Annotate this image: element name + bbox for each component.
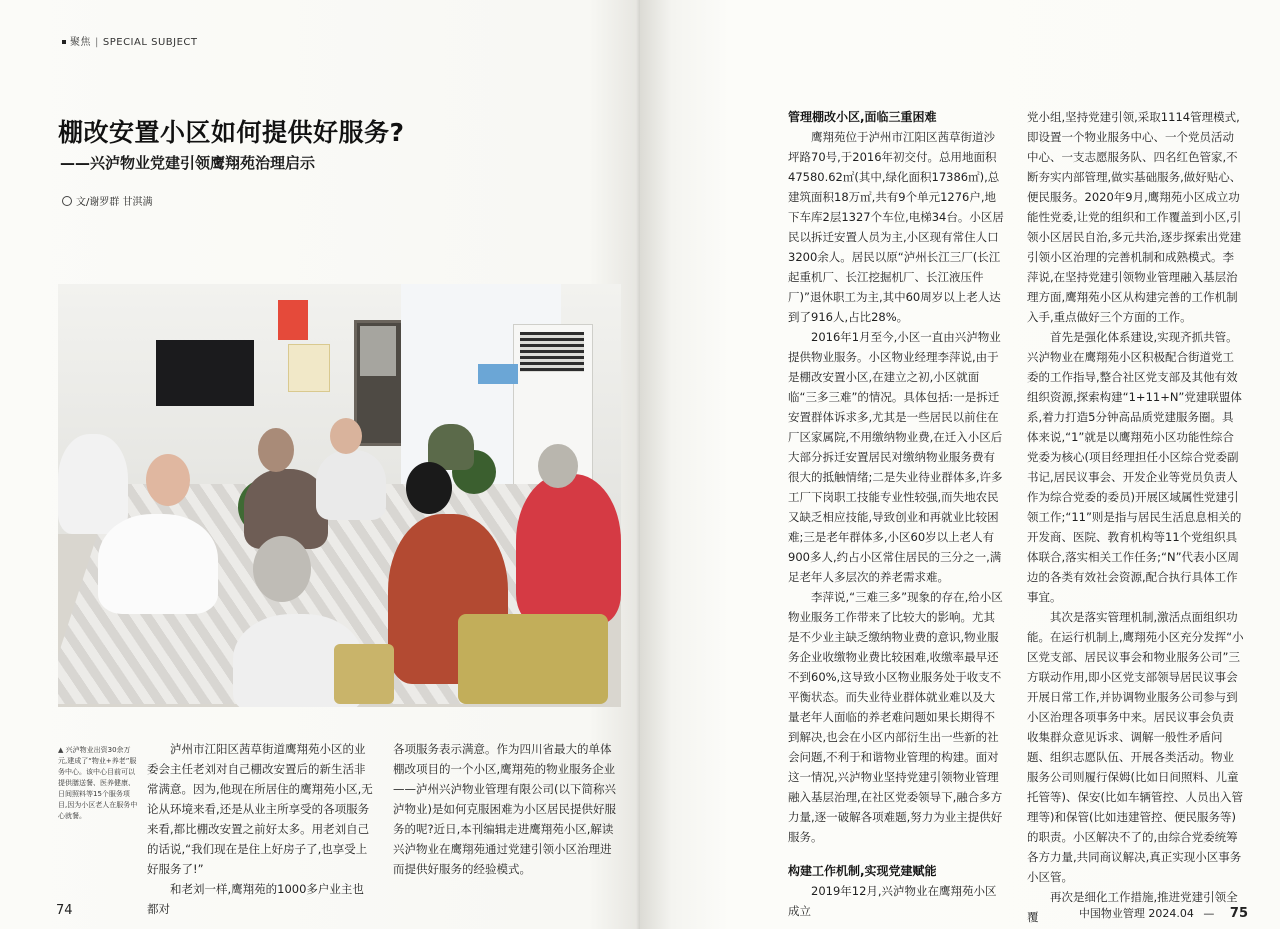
photo-diner-bald	[316, 450, 386, 520]
caption-triangle-icon: ▲	[58, 746, 64, 754]
section-heading: 管理棚改小区,面临三重困难	[788, 110, 937, 124]
photo-diner-white-shirt-head	[146, 454, 190, 506]
photo-notice-board	[288, 344, 330, 392]
paragraph: 2019年12月,兴泸物业在鹰翔苑小区成立	[788, 884, 997, 918]
photo-diner-floral	[516, 474, 621, 624]
photo-caption	[58, 745, 138, 822]
page-number-left: 74	[56, 903, 73, 918]
paragraph: 各项服务表示满意。作为四川省最大的单体棚改项目的一个小区,鹰翔苑的物业服务企业——泸州兴泸物业管理有限公司(以下简称兴泸物业)是如何克服困难为小区居民提供好服务的呢?近日,本刊编辑走进鹰翔苑小区,解读兴泸物业在鹰翔苑通过党建引领小区治理进而提供好服务的经验模式。	[393, 742, 616, 876]
paragraph: 和老刘一样,鹰翔苑的1000多户业主也都对	[147, 882, 364, 916]
page-number-right: 75	[1229, 906, 1248, 921]
photo-diner-bald-head	[330, 418, 362, 454]
paragraph: 泸州市江阳区茜草街道鹰翔苑小区的业委会主任老刘对自己棚改安置后的新生活非常满意。因为,他现在所居住的鹰翔苑小区,无论从环境来看,还是从业主所享受的各项服务来看,都比棚改安置之前好太多。用老刘自己的话说,“我们现在是住上好房子了,也享受上好服务了!”	[147, 742, 373, 876]
author-circle-icon	[62, 196, 72, 206]
paragraph: 李萍说,“三难三多”现象的存在,给小区物业服务工作带来了比较大的影响。尤其是不少业主缺乏缴纳物业费的意识,物业服务企业收缴物业费比较困难,收缴率最早还不到60%,这导致小区物业服务处于收支不平衡状态。而失业待业群体就业难以及大量老年人面临的养老难问题如果长期得不到解决,也会在小区内部衍生出一些新的社会问题,不利于和谐物业管理的构建。面对这一情况,兴泸物业坚持党建引领物业管理融入基层治理,在社区党委领导下,融合多方力量,逐一破解各项难题,努力为业主提供好服务。	[788, 590, 1003, 844]
square-bullet-icon	[62, 40, 66, 44]
photo-diner-grey-hair-head	[253, 536, 311, 602]
photo-diner-floral-head	[538, 444, 578, 488]
running-head-separator: |	[95, 37, 99, 48]
photo-caption-text: 兴泸物业出资30余万元,建成了“物业+养老”服务中心。该中心目前可以提供膳送餐、医养健康、日间照料等15个服务项目,因为小区老人在服务中心就餐。	[58, 746, 138, 820]
right-column-2	[1027, 107, 1244, 927]
paragraph: 其次是落实管理机制,激活点面组织功能。在运行机制上,鹰翔苑小区充分发挥“小区党支部、居民议事会和物业服务公司”三方联动作用,即小区党支部领导居民议事会开展日常工作,并协调物业服务公司参与到小区治理各项事务中来。居民议事会负责收集群众意见诉求、调解一般性矛盾问题、组织志愿队伍、开展各类活动。物业服务公司则履行保姆(比如日间照料、儿童托管等)、保安(比如车辆管控、人员出入管理等)和保管(比如违建管控、便民服务等)的职责。小区解决不了的,由综合党委统筹各方力量,共同商议解决,真正实现小区事务小区管。	[1027, 610, 1244, 884]
issue-number: 2024.04	[1148, 907, 1194, 920]
running-head	[62, 33, 197, 48]
article-title: 棚改安置小区如何提供好服务?	[58, 118, 405, 147]
photo-ac-grill	[520, 332, 584, 372]
byline-text: 文/谢罗群 甘淇满	[76, 197, 153, 208]
article-subtitle: ——兴泸物业党建引领鹰翔苑治理启示	[60, 154, 316, 172]
left-column-1	[147, 739, 375, 919]
photo-diner-red-head	[406, 462, 452, 514]
paragraph: 党小组,坚持党建引领,采取1114管理模式,即设置一个物业服务中心、一个党员活动中心、一支志愿服务队、四名红色管家,不断夯实内部管理,做实基础服务,做好贴心、便民服务。2020年9月,鹰翔苑小区成立功能性党委,让党的组织和工作覆盖到小区,引领小区居民自治,多元共治,逐步探索出党建引领小区治理的完善机制和成熟模式。李萍说,在坚持党建引领物业管理融入基层治理方面,鹰翔苑小区从构建完善的工作机制入手,重点做好三个方面的工作。	[1027, 110, 1242, 324]
running-head-en: SPECIAL SUBJECT	[102, 37, 198, 48]
paragraph: 鹰翔苑位于泸州市江阳区茜草街道沙坪路70号,于2016年初交付。总用地面积47580.62㎡(其中,绿化面积17386㎡),总建筑面积18万㎡,共有9个单元1276户,地下车库2层1327个车位,电梯34台。小区居民以拆迁安置人员为主,小区现有常住人口3200余人。居民以原“泸州长江三厂(长江起重机厂、长江挖掘机厂、长江液压件厂)”退休职工为主,其中60周岁以上老人达到了916人,占比28%。	[788, 130, 1004, 324]
left-column-2	[393, 739, 621, 879]
paragraph: 首先是强化体系建设,实现齐抓共管。兴泸物业在鹰翔苑小区积极配合街道党工委的工作指导,整合社区党支部及其他有效组织资源,探索构建“1+11+N”党建联盟体系,着力打造5分钟高品质党建服务圈。具体来说,“1”就是以鹰翔苑小区功能性综合党委为核心(项目经理担任小区综合党委副书记,居民议事会、开发企业等党员负责人作为综合党委的委员)开展区域属性党建引领工作;“11”则是指与居民生活息息相关的开发商、医院、教育机构等11个党组织具体联合,落实相关工作任务;“N”代表小区周边的各类有效社会资源,配合执行具体工作事宜。	[1027, 330, 1242, 604]
footer-right	[1079, 905, 1248, 921]
photo-diner-white-shirt	[98, 514, 218, 614]
photo-tv	[156, 340, 254, 406]
section-heading: 构建工作机制,实现党建赋能	[788, 864, 937, 878]
photo-diner-phone-head	[258, 428, 294, 472]
article-photo	[58, 284, 621, 707]
paragraph: 2016年1月至今,小区一直由兴泸物业提供物业服务。小区物业经理李萍说,由于是棚改安置小区,在建立之初,小区就面临“三多三难”的情况。具体包括:一是拆迁安置群体诉求多,尤其是一些居民以前住在厂区家属院,不用缴纳物业费,在迁入小区后大部分拆迁安置居民对缴纳物业服务费有很大的抵触情绪;二是失业待业群体多,许多工厂下岗职工技能专业性较强,而失地农民又缺乏相应技能,导致创业和再就业比较困难;三是老年群体多,小区60岁以上老人有900多人,约占小区常住居民的三分之一,满足老年人多层次的养老需求难。	[788, 330, 1003, 584]
magazine-name: 中国物业管理	[1078, 907, 1145, 920]
right-column-1	[788, 107, 1006, 921]
photo-window-glass	[360, 326, 396, 376]
paragraph: 再次是细化工作措施,推进党建引领全覆	[1027, 890, 1238, 924]
folio-dash: —	[1203, 907, 1215, 920]
byline	[62, 193, 153, 208]
photo-red-poster	[278, 300, 308, 340]
running-head-cn: 聚焦	[70, 37, 91, 48]
photo-diner-background	[58, 434, 128, 534]
photo-chair-2	[334, 644, 394, 704]
photo-blue-sign	[478, 364, 518, 384]
photo-chair	[458, 614, 608, 704]
